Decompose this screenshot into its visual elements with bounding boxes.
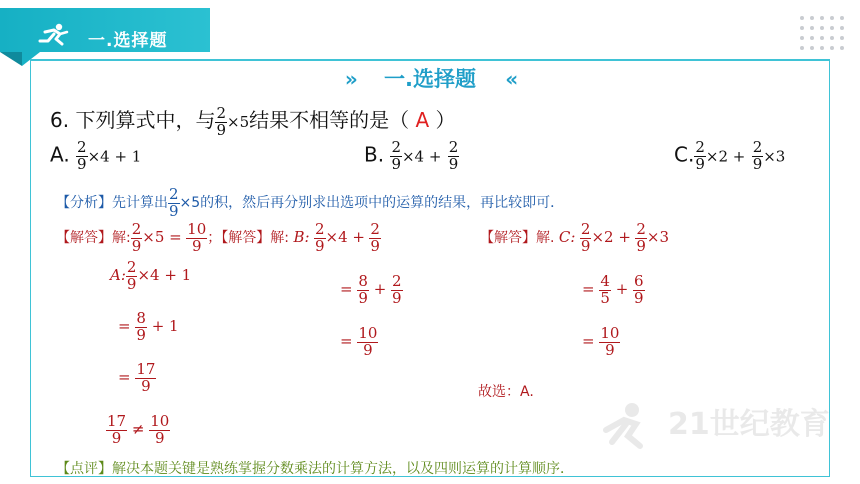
solution-line-1 — [56, 222, 381, 254]
numerator: 10 — [600, 324, 620, 342]
numerator: 4 — [600, 272, 610, 290]
solution-l1-fraction — [131, 222, 143, 254]
question-times: ×5 — [227, 113, 250, 131]
numerator: 8 — [358, 272, 368, 290]
solution-a4-neq: ≠ — [131, 420, 145, 438]
option-b-fraction-2 — [448, 140, 460, 172]
option-a-fraction — [76, 140, 88, 172]
denominator: 9 — [135, 378, 156, 394]
numerator: 10 — [150, 412, 170, 430]
solution-b2-eq: = — [340, 280, 353, 298]
denominator: 9 — [448, 155, 459, 173]
solution-tag-3: 【解答】 — [480, 230, 536, 246]
solution-a-rest: ×4 + 1 — [137, 266, 192, 284]
denominator: 9 — [136, 326, 146, 344]
option-c-label: C. — [674, 142, 695, 167]
option-b-mid: ×4 + — [401, 147, 442, 166]
solution-a-line-4 — [106, 414, 170, 446]
denominator: 9 — [599, 342, 620, 358]
solution-b2-fraction-1 — [357, 274, 369, 306]
denominator: 9 — [752, 155, 763, 173]
solution-c-var: C: — [558, 228, 576, 246]
solution-solve-3: 解. — [536, 230, 555, 246]
denominator: 9 — [636, 237, 646, 255]
solution-tag-2: 【解答】 — [221, 230, 271, 246]
solution-a4-fraction-1 — [106, 414, 127, 446]
denominator: 9 — [358, 289, 368, 307]
solution-l1-result — [186, 222, 207, 254]
option-a — [50, 140, 141, 172]
solution-a2-rest: + 1 — [151, 317, 179, 335]
denominator: 9 — [169, 202, 179, 220]
solution-choose: 故选：A. — [478, 384, 534, 400]
numerator: 2 — [126, 258, 137, 276]
solution-c-line-3 — [582, 326, 620, 358]
denominator: 9 — [126, 275, 137, 293]
solution-b3-fraction — [357, 326, 378, 358]
solution-c2-eq: = — [582, 280, 595, 298]
denominator: 9 — [392, 289, 402, 307]
option-b — [364, 140, 459, 172]
question-text-after: 结果不相等的是（ — [249, 108, 410, 132]
solution-solve: 解: — [112, 230, 131, 246]
numerator: 2 — [314, 220, 325, 238]
dot-grid-icon — [798, 14, 846, 56]
option-c-mid: ×2 + — [705, 147, 746, 166]
option-a-rest: ×4 + 1 — [87, 147, 142, 166]
solution-b-line-2 — [340, 274, 403, 306]
svg-text:21世纪教育: 21世纪教育 — [668, 407, 830, 442]
banner-title: 一.选择题 — [88, 31, 168, 51]
option-c-fraction-2 — [752, 140, 764, 172]
numerator: 2 — [131, 220, 142, 238]
solution-c-mid: ×2 + — [591, 228, 631, 246]
numerator: 2 — [370, 220, 380, 238]
solution-semicolon: ； — [207, 230, 222, 246]
solution-c-fraction-2 — [635, 222, 647, 254]
solution-a-fraction — [126, 260, 138, 292]
numerator: 2 — [636, 220, 646, 238]
solution-a3-eq: = — [118, 368, 131, 386]
runner-icon — [36, 22, 70, 50]
numerator: 2 — [169, 185, 179, 203]
option-c-rest: ×3 — [763, 147, 786, 166]
option-a-label: A. — [50, 142, 70, 167]
frame-top-border — [30, 59, 830, 61]
numerator: 17 — [107, 412, 127, 430]
numerator: 10 — [187, 220, 207, 238]
question-close: ） — [435, 108, 456, 132]
solution-b-fraction-2 — [369, 222, 381, 254]
numerator: 2 — [695, 138, 705, 156]
numerator: 2 — [392, 272, 402, 290]
numerator: 2 — [216, 103, 226, 122]
option-c-fraction-1 — [694, 140, 706, 172]
solution-a-var: A: — [110, 266, 126, 284]
solution-tag: 【解答】 — [56, 230, 112, 246]
numerator: 2 — [391, 138, 401, 156]
comment-tag: 【点评】 — [56, 461, 112, 477]
option-c — [674, 140, 785, 172]
solution-b-line-3 — [340, 326, 378, 358]
numerator: 6 — [634, 272, 644, 290]
solution-a2-fraction — [135, 311, 147, 343]
solution-a-line-1 — [110, 260, 191, 292]
left-chevrons-icon: » — [344, 67, 355, 91]
solution-b2-plus: + — [373, 280, 387, 298]
solution-a-line-3 — [118, 362, 156, 394]
solution-c-line — [480, 222, 669, 254]
section-title — [0, 63, 860, 93]
numerator: 2 — [77, 138, 87, 156]
analysis-before: 先计算出 — [112, 195, 168, 211]
comment-text: 解决本题关键是熟练掌握分数乘法的计算方法，以及四则运算的计算顺序． — [112, 461, 574, 477]
numerator: 2 — [580, 220, 591, 238]
solution-b2-fraction-2 — [391, 274, 403, 306]
numerator: 2 — [752, 138, 763, 156]
section-title-text: 一.选择题 — [384, 67, 476, 91]
solution-c3-eq: = — [582, 332, 595, 350]
solution-b-var: B: — [293, 228, 310, 246]
solution-b-mid: ×4 + — [325, 228, 365, 246]
denominator: 9 — [131, 237, 142, 255]
numerator: 2 — [448, 138, 459, 156]
denominator: 9 — [216, 120, 226, 139]
solution-c2-fraction-1 — [599, 274, 611, 306]
numerator: 8 — [136, 309, 146, 327]
denominator: 9 — [370, 237, 380, 255]
solution-a2-eq: = — [118, 317, 131, 335]
analysis-fraction — [168, 187, 180, 219]
watermark-logo-icon — [598, 396, 838, 452]
solution-b-fraction-1 — [314, 222, 326, 254]
solution-c3-fraction — [599, 326, 620, 358]
denominator: 9 — [77, 155, 87, 173]
denominator: 9 — [695, 155, 705, 173]
solution-l1-mid: ×5 = — [142, 228, 182, 246]
question-number: 6. — [50, 108, 70, 132]
denominator: 9 — [314, 237, 325, 255]
question-text-before: 下列算式中，与 — [75, 108, 216, 132]
numerator: 17 — [136, 360, 156, 378]
solution-a-line-2 — [118, 311, 179, 343]
question-line — [50, 104, 456, 138]
denominator: 9 — [106, 430, 127, 446]
denominator: 9 — [186, 238, 207, 254]
option-b-fraction-1 — [390, 140, 402, 172]
solution-a4-fraction-2 — [149, 414, 170, 446]
analysis-line — [56, 187, 564, 219]
option-b-label: B. — [364, 142, 385, 167]
denominator: 9 — [149, 430, 170, 446]
denominator: 9 — [391, 155, 401, 173]
solution-c2-fraction-2 — [633, 274, 645, 306]
denominator: 5 — [600, 289, 610, 307]
denominator: 9 — [357, 342, 378, 358]
right-chevrons-icon: « — [505, 67, 516, 91]
solution-c-fraction-1 — [580, 222, 592, 254]
solution-c-rest: ×3 — [646, 228, 670, 246]
denominator: 9 — [634, 289, 644, 307]
numerator: 10 — [358, 324, 378, 342]
solution-c2-plus: + — [615, 280, 629, 298]
solution-c-line-2 — [582, 274, 645, 306]
question-answer: A — [415, 108, 430, 132]
analysis-tag: 【分析】 — [56, 195, 112, 211]
solution-a3-fraction — [135, 362, 156, 394]
denominator: 9 — [580, 237, 591, 255]
solution-b3-eq: = — [340, 332, 353, 350]
question-fraction — [215, 103, 227, 139]
comment-line — [56, 458, 574, 478]
analysis-after: ×5的积，然后再分别求出选项中的运算的结果，再比较即可． — [179, 195, 565, 211]
solution-solve-2: 解: — [270, 230, 289, 246]
